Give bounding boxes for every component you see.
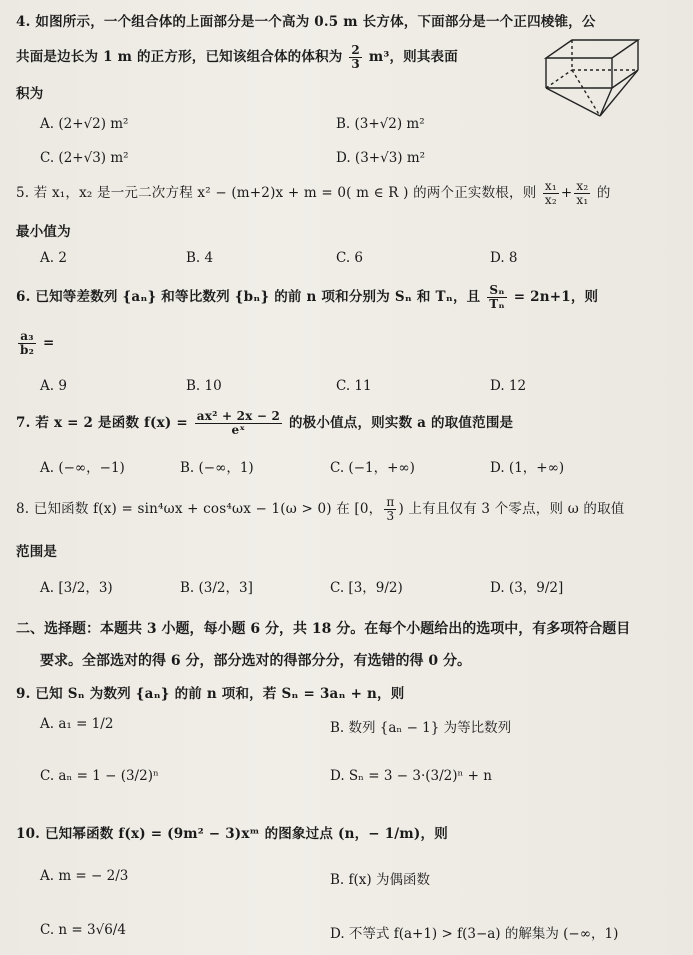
- q8-option-d: D. (3，9/2]: [490, 580, 564, 596]
- q6-option-b: B. 10: [186, 378, 222, 394]
- q5-fraction-1: $\frac{\text{x₁}}{\text{x₂}}$: [544, 179, 557, 207]
- q9-option-d: D. Sₙ = 3 − 3·(3/2)ⁿ + n: [330, 768, 492, 784]
- q6-target-fraction: $\frac{\text{a₃}}{\text{b₂}}$: [20, 329, 35, 357]
- q4-stem-line3: 积为: [16, 86, 44, 102]
- q8-option-c: C. [3，9/2): [330, 580, 403, 596]
- q7-option-d: D. (1，+∞): [490, 460, 565, 476]
- q10-option-d: D. 不等式 f(a+1) > f(3−a) 的解集为 (−∞，1): [330, 926, 619, 942]
- q5-option-c: C. 6: [336, 250, 364, 266]
- q4-stem-line2: 共面是边长为 1 m 的正方形，已知该组合体的体积为 $\frac{2}{3}$ m³，则其表面: [16, 43, 458, 71]
- q5-fraction-2: $\frac{\text{x₂}}{\text{x₁}}$: [576, 179, 589, 207]
- q8-option-a: A. [3/2，3): [40, 580, 113, 596]
- q10-option-c: C. n = 3√6/4: [40, 922, 126, 938]
- q5-option-d: D. 8: [490, 250, 518, 266]
- q9-option-c: C. aₙ = 1 − (3/2)ⁿ: [40, 768, 159, 784]
- q6-stem-line2: $\frac{\text{a₃}}{\text{b₂}}$ =: [20, 329, 55, 357]
- q4-volume-fraction: $\frac{2}{3}$: [351, 43, 360, 71]
- q6-option-d: D. 12: [490, 378, 527, 394]
- q5-option-b: B. 4: [186, 250, 214, 266]
- q7-function-fraction: $\frac{\text{ax² + 2x − 2}}{\text{eˣ}}$: [196, 409, 281, 437]
- q5-option-a: A. 2: [40, 250, 67, 266]
- q4-option-a: A. (2+√2) m²: [40, 116, 129, 132]
- q8-option-b: B. (3/2，3]: [180, 580, 253, 596]
- q8-interval-fraction: $\frac{\pi}{3}$: [386, 495, 395, 523]
- q7-option-b: B. (−∞，1): [180, 460, 254, 476]
- q9-option-a: A. a₁ = 1/2: [40, 716, 114, 732]
- q10-option-a: A. m = − 2/3: [40, 868, 129, 884]
- q8-stem-line2: 范围是: [16, 544, 58, 560]
- q4-option-b: B. (3+√2) m²: [336, 116, 425, 132]
- q7-option-c: C. (−1，+∞): [330, 460, 415, 476]
- q6-ratio-fraction: $\frac{\text{Sₙ}}{\text{Tₙ}}$: [489, 283, 505, 311]
- section2-heading-line2: 要求。全部选对的得 6 分，部分选对的得部分分，有选错的得 0 分。: [40, 653, 471, 669]
- q10-stem-line1: 10. 已知幂函数 f(x) = (9m² − 3)xᵐ 的图象过点 (n，− 1/m)，则: [16, 826, 448, 842]
- q9-option-b: B. 数列 {aₙ − 1} 为等比数列: [330, 720, 512, 736]
- q4-solid-figure: [538, 30, 646, 126]
- q8-stem-line1: 8. 已知函数 f(x) = sin⁴ωx + cos⁴ωx − 1(ω > 0) 在 [0， $\frac{\pi}{3}$ ) 上有且仅有 3 个零点，则 ω 的取值: [16, 495, 625, 523]
- q9-stem-line1: 9. 已知 Sₙ 为数列 {aₙ} 的前 n 项和，若 Sₙ = 3aₙ + n，则: [16, 686, 405, 702]
- section2-heading-line1: 二、选择题：本题共 3 小题，每小题 6 分，共 18 分。在每个小题给出的选项中，有多项符合题目: [16, 621, 631, 637]
- q7-option-a: A. (−∞，−1): [40, 460, 125, 476]
- bleed-through-text: [330, 110, 334, 123]
- q6-stem-line1: 6. 已知等差数列 {aₙ} 和等比数列 {bₙ} 的前 n 项和分别为 Sₙ 和 Tₙ，且 $\frac{\text{Sₙ}}{\text{Tₙ}}$ = 2n+1，则: [16, 283, 599, 311]
- q7-stem-line1: 7. 若 x = 2 是函数 f(x) = $\frac{\text{ax² + 2x − 2}}{\text{eˣ}}$ 的极小值点，则实数 a 的取值范围是: [16, 409, 514, 437]
- q5-stem-line2: 最小值为: [16, 224, 71, 240]
- q4-option-c: C. (2+√3) m²: [40, 150, 129, 166]
- q10-option-b: B. f(x) 为偶函数: [330, 872, 430, 888]
- q6-option-a: A. 9: [40, 378, 67, 394]
- q4-option-d: D. (3+√3) m²: [336, 150, 426, 166]
- q6-option-c: C. 11: [336, 378, 372, 394]
- q5-stem-line1: 5. 若 x₁，x₂ 是一元二次方程 x² − (m+2)x + m = 0( m ∈ R ) 的两个正实数根，则 $\frac{\text{x₁}}{\text{x₂}}$ + $\frac{\text{x₂}}{\text{x₁}}$ 的: [16, 179, 611, 207]
- q4-stem-line1: 4. 如图所示，一个组合体的上面部分是一个高为 0.5 m 长方体，下面部分是一个正四棱锥，公: [16, 14, 596, 30]
